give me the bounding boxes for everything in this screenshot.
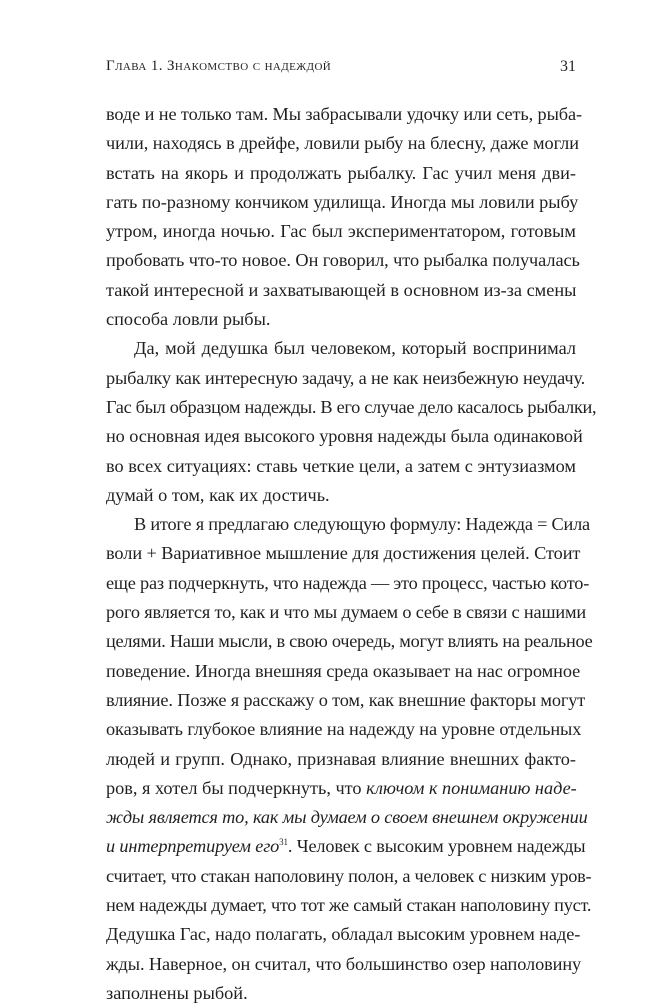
text-line: еще раз подчеркнуть, что надежда — это процесс, частью кото- [106,572,590,593]
text-line: В итоге я предлагаю следующую формулу: Надежда = Сила [134,514,590,535]
text-line: считает, что стакан наполовину полон, а человек с низким уров- [106,865,592,886]
running-head [106,58,576,82]
text-line: чили, находясь в дрейфе, ловили рыбу на блесну, даже могли [106,133,579,154]
text-line [106,774,576,803]
text-line: поведение. Иногда внешняя среда оказывает на нас огромное [106,660,581,681]
text-line: рого является то, как и что мы думаем о себе в связи с нашими [106,602,587,623]
chapter-title: Глава 1. Знакомство с надеждой [106,58,332,74]
text-line: Да, мой дедушка был человеком, который воспринимал [134,338,576,359]
text-line: Гас был образцом надежды. В его случае дело касалось рыбалки, [106,396,597,417]
text-line: оказывать глубокое влияние на надежду на уровне отдельных [106,719,582,740]
text-line [106,832,586,861]
emphasis-segment: ключом к пониманию наде- [366,777,577,798]
text-line: воли + Вариативное мышление для достижения целей. Стоит [106,543,581,564]
text-line: во всех ситуациях: ставь четкие цели, а затем с энтузиазмом [106,455,576,476]
text-line: пробовать что-то новое. Он говорил, что рыбалка получалась [106,250,580,271]
text-line: гать по-разному кончиком удилища. Иногда мы ловили рыбу [106,191,579,212]
page-number: 31 [560,58,576,75]
text-line: способа ловли рыбы. [106,309,271,330]
text-line: рыбалку как интересную задачу, а не как неизбежную неудачу. [106,367,586,388]
text-line: людей и групп. Однако, признавая влияние внешних факто- [106,748,576,769]
text-line: встать на якорь и продолжать рыбалку. Гас учил меня дви- [106,162,576,183]
emphasis-segment: и интерпретируем его [106,836,280,857]
text-line: такой интересной и захватывающей в основном из-за смены [106,279,577,300]
text-line: думай о том, как их достичь. [106,484,330,505]
text-line: жды. Наверное, он считал, что большинство озер наполовину [106,953,582,974]
line-segment: . Человек с высоким уровнем надежды [287,836,586,857]
text-line: нем надежды думает, что тот же самый стакан наполовину пуст. [106,895,592,916]
emphasis-line: жды является то, как мы думаем о своем внешнем окружении [106,807,588,828]
text-line: целями. Наши мысли, в свою очередь, могут влиять на реальное [106,631,593,652]
text-line: но основная идея высокого уровня надежды была одинаковой [106,426,583,447]
body-text [106,100,597,1008]
text-line: влияние. Позже я расскажу о том, как внешние факторы могут [106,689,586,710]
text-line: Дедушка Гас, надо полагать, обладал высоким уровнем наде- [106,924,581,945]
text-line: заполнены рыбой. [106,982,248,1003]
line-segment: ров, я хотел бы подчеркнуть, что [106,777,362,798]
text-line: утром, иногда ночью. Гас был экспериментатором, готовым [106,221,576,242]
text-line: воде и не только там. Мы забрасывали удочку или сеть, рыба- [106,104,582,124]
footnote-reference: 31 [279,837,288,848]
